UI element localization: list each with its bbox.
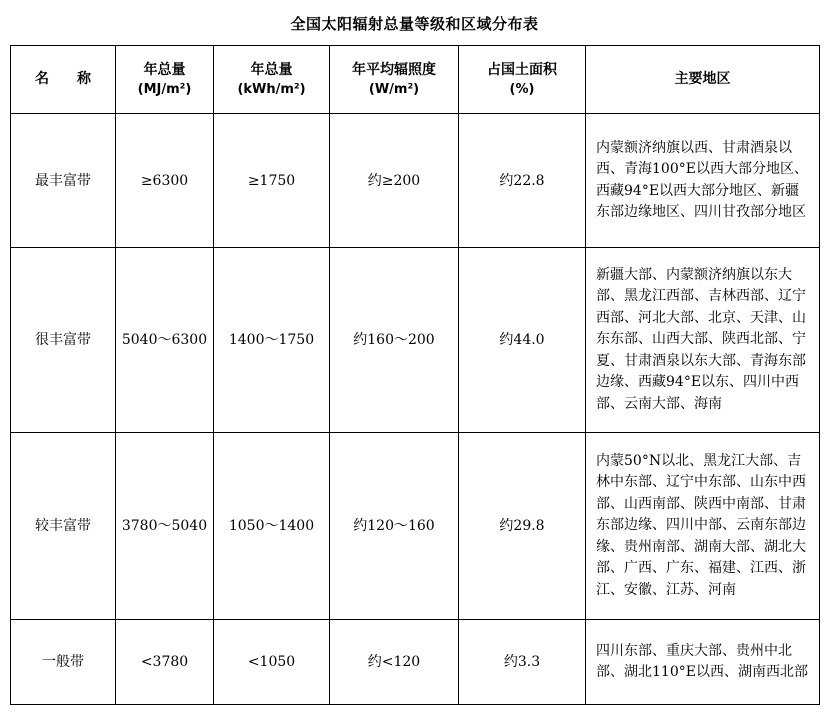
- regions-text: 内蒙50°N以北、黑龙江大部、吉林中东部、辽宁中东部、山东中西部、山西南部、陕西中南部、甘肃东部边缘、四川中部、云南东部边缘、贵州南部、湖南大部、湖北大部、广西、广东、福建、江西、浙江、安徽、江苏、河南: [586, 433, 820, 620]
- table-row: [11, 114, 820, 248]
- table-row: [11, 433, 820, 620]
- land-share-value: 约3.3: [459, 620, 586, 705]
- irradiance-value: 约<120: [330, 620, 459, 705]
- annual-mj-value: 3780～5040: [116, 433, 214, 620]
- regions-text: 新疆大部、内蒙额济纳旗以东大部、黑龙江西部、吉林西部、辽宁西部、河北大部、北京、天津、山东东部、山西大部、陕西北部、宁夏、甘肃酒泉以东大部、青海东部边缘、西藏94°E以东、四川中西部、云南大部、海南: [586, 248, 820, 433]
- zone-name: 一般带: [11, 620, 116, 705]
- table-title: 全国太阳辐射总量等级和区域分布表: [290, 15, 539, 33]
- regions-text: 四川东部、重庆大部、贵州中北部、湖北110°E以西、湖南西北部: [586, 620, 820, 705]
- regions-text: 内蒙额济纳旗以西、甘肃酒泉以西、青海100°E以西大部分地区、西藏94°E以西大部分地区、新疆东部边缘地区、四川甘孜部分地区: [586, 114, 820, 248]
- zone-name: 最丰富带: [11, 114, 116, 248]
- header-irradiance-label: 年平均辐照度: [352, 61, 436, 78]
- header-annual-mj-label: 年总量: [143, 61, 186, 78]
- header-annual-kwh: [214, 46, 330, 114]
- irradiance-value: 约≥200: [330, 114, 459, 248]
- annual-mj-value: ≥6300: [116, 114, 214, 248]
- land-share-value: 约22.8: [459, 114, 586, 248]
- irradiance-value: 约160～200: [330, 248, 459, 433]
- annual-kwh-value: <1050: [214, 620, 330, 705]
- irradiance-value: 约120～160: [330, 433, 459, 620]
- land-share-value: 约44.0: [459, 248, 586, 433]
- header-land-share: [459, 46, 586, 114]
- annual-kwh-value: 1400～1750: [214, 248, 330, 433]
- annual-kwh-value: ≥1750: [214, 114, 330, 248]
- header-annual-kwh-label: 年总量: [250, 61, 293, 78]
- header-regions: 主要地区: [586, 46, 820, 114]
- annual-mj-value: 5040～6300: [116, 248, 214, 433]
- header-annual-kwh-unit: (kWh/m²): [237, 81, 306, 97]
- header-land-share-label: 占国土面积: [487, 61, 557, 78]
- header-name: 名 称: [11, 46, 116, 114]
- land-share-value: 约29.8: [459, 433, 586, 620]
- radiation-table: [10, 45, 820, 705]
- table-row: [11, 620, 820, 705]
- table-row: [11, 248, 820, 433]
- header-annual-mj-unit: (MJ/m²): [137, 81, 192, 97]
- header-irradiance: [330, 46, 459, 114]
- zone-name: 很丰富带: [11, 248, 116, 433]
- annual-kwh-value: 1050～1400: [214, 433, 330, 620]
- header-row: [11, 46, 820, 114]
- header-irradiance-unit: (W/m²): [368, 81, 420, 97]
- header-annual-mj: [116, 46, 214, 114]
- annual-mj-value: <3780: [116, 620, 214, 705]
- zone-name: 较丰富带: [11, 433, 116, 620]
- header-land-share-unit: (%): [509, 81, 535, 97]
